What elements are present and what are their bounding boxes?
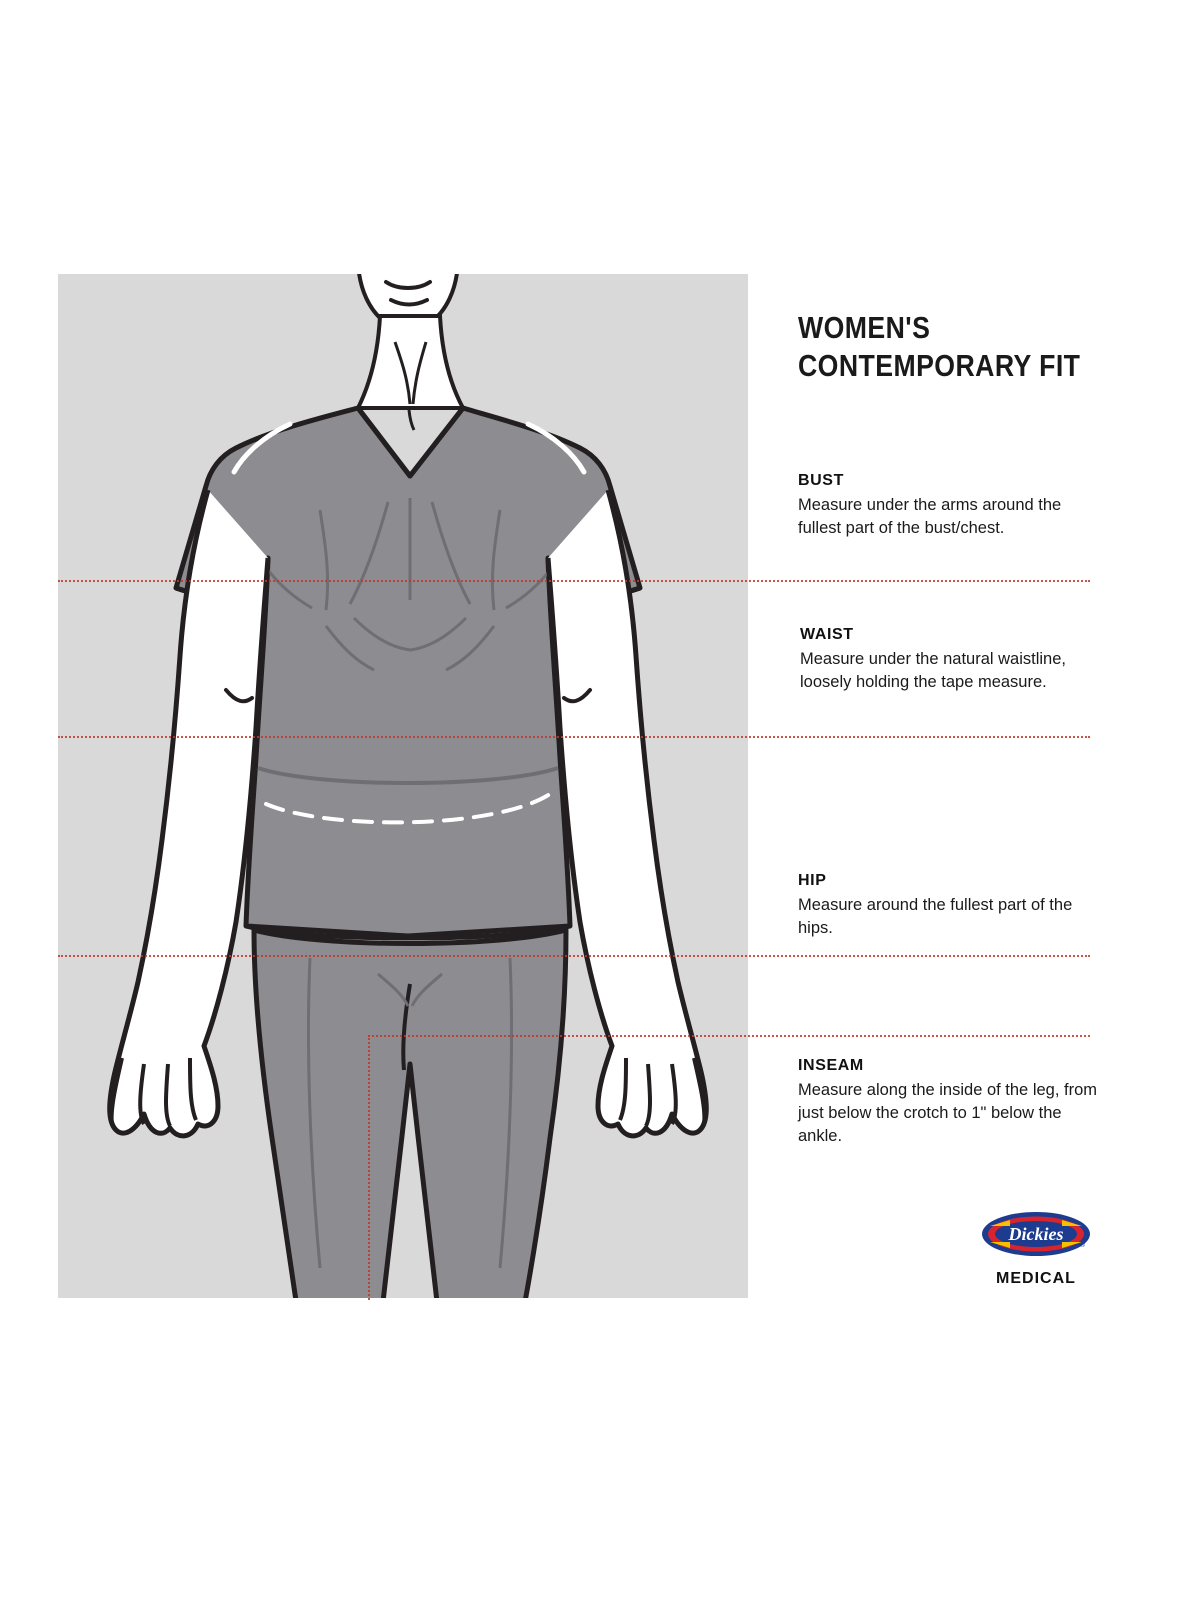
svg-text:®: ® [1080,1242,1086,1249]
measurement-description-inseam: Measure along the inside of the leg, from just below the crotch to 1" below the ankle. [798,1081,1098,1145]
female-torso-illustration [58,258,758,1368]
guide-line-inseam-vertical [368,1035,370,1300]
svg-text:Dickies: Dickies [1008,1224,1064,1244]
brand-logo-block [980,1206,1092,1288]
brand-division-label: MEDICAL [996,1270,1076,1287]
measurement-description-bust: Measure under the arms around the fullest part of the bust/chest. [798,496,1062,537]
guide-line-hip [58,955,1090,957]
measurement-label-hip: HIP [798,872,827,889]
measurement-block-inseam [798,1057,1098,1147]
title-line-1: WOMEN'S [798,310,931,345]
measurement-label-waist: WAIST [800,626,854,643]
dickies-logo [980,1206,1092,1262]
measurement-label-bust: BUST [798,472,844,489]
measurement-description-waist: Measure under the natural waistline, loosely holding the tape measure. [800,650,1066,691]
title-line-2: CONTEMPORARY FIT [798,348,1081,383]
page-title [798,312,1128,381]
guide-line-waist [58,736,1090,738]
measurement-label-inseam: INSEAM [798,1057,864,1074]
measurement-block-waist [800,626,1100,694]
measurement-block-bust [798,472,1098,540]
guide-line-inseam [368,1035,1090,1037]
measurement-description-hip: Measure around the fullest part of the hips. [798,896,1073,937]
measurement-block-hip [798,872,1098,940]
guide-line-bust [58,580,1090,582]
